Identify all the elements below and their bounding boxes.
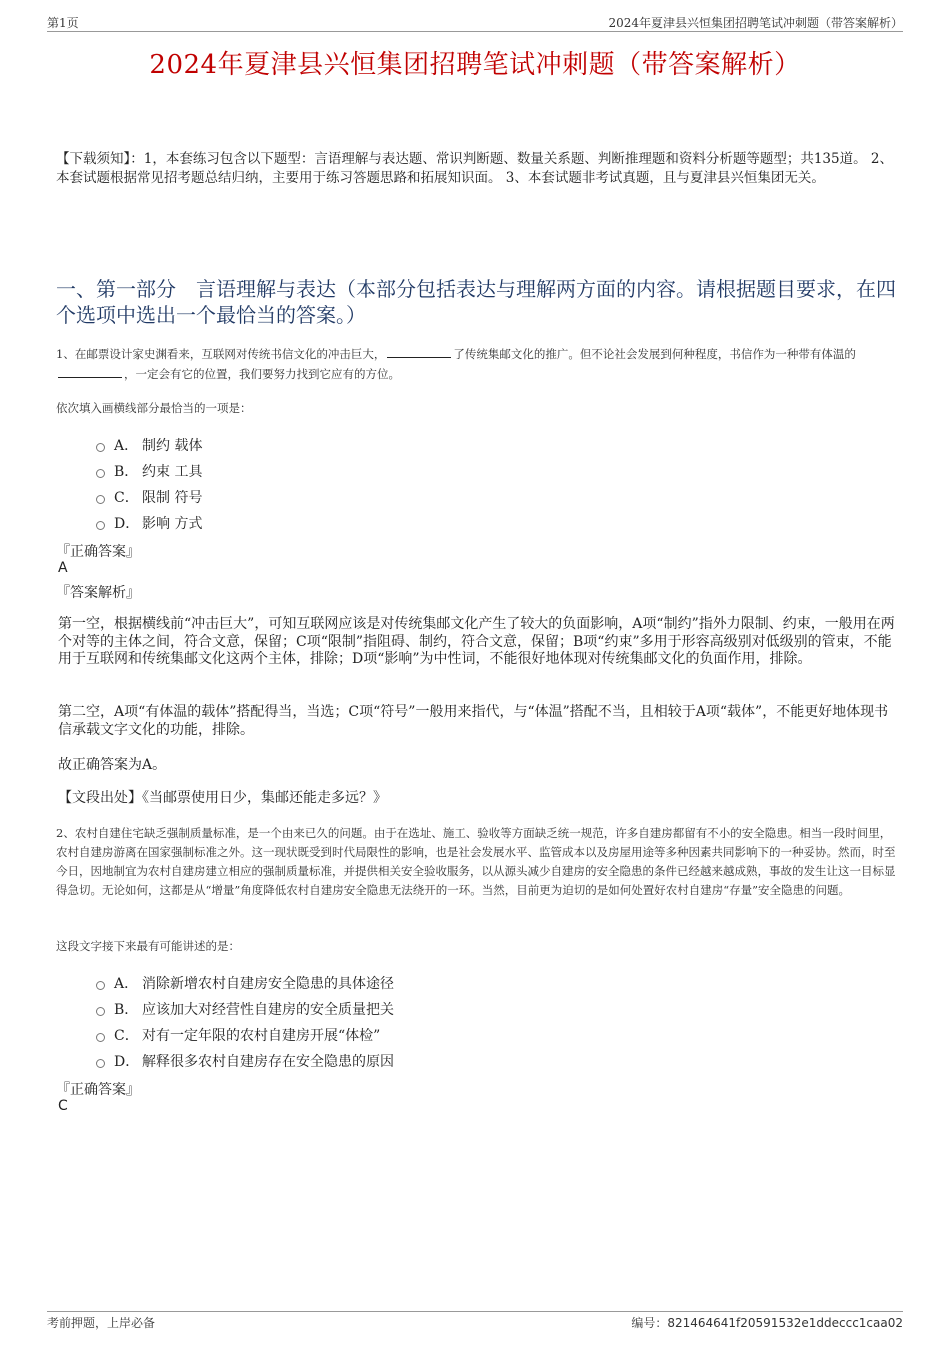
radio-icon[interactable] <box>96 469 105 478</box>
q1-option-c[interactable]: C． 限制 符号 <box>96 484 202 510</box>
question-1-options <box>96 432 202 536</box>
footer-code <box>631 1314 903 1331</box>
q1-answer: A <box>58 560 68 576</box>
q1-answer-label: 『正确答案』 <box>56 544 140 560</box>
q2-answer-label: 『正确答案』 <box>56 1082 140 1098</box>
q1-option-b[interactable]: B． 约束 工具 <box>96 458 202 484</box>
q2-answer: C <box>58 1098 68 1114</box>
q2-option-c[interactable]: C． 对有一定年限的农村自建房开展“体检” <box>96 1022 394 1048</box>
footer-divider <box>47 1311 903 1312</box>
q1-option-d[interactable]: D． 影响 方式 <box>96 510 202 536</box>
q2-option-a[interactable]: A． 消除新增农村自建房安全隐患的具体途径 <box>96 970 394 996</box>
header-divider <box>47 31 903 32</box>
question-1-text <box>56 344 898 384</box>
page-title: 2024年夏津县兴恒集团招聘笔试冲刺题（带答案解析） <box>149 50 801 80</box>
radio-icon[interactable] <box>96 443 105 452</box>
q2-option-b[interactable]: B． 应该加大对经营性自建房的安全质量把关 <box>96 996 394 1022</box>
q1-option-a[interactable]: A． 制约 载体 <box>96 432 202 458</box>
question-2-options <box>96 970 394 1074</box>
header-doc-title: 2024年夏津县兴恒集团招聘笔试冲刺题（带答案解析） <box>608 16 903 30</box>
q1-source: 【文段出处】《当邮票使用日少，集邮还能走多远？》 <box>58 790 387 806</box>
header-page-label: 第1页 <box>47 16 79 30</box>
footer-code-label: 编号： <box>631 1316 668 1330</box>
question-2-prompt: 这段文字接下来最有可能讲述的是： <box>56 939 240 953</box>
q1-text-part3: ，一定会有它的位置，我们要努力找到它应有的方位。 <box>124 367 400 381</box>
radio-icon[interactable] <box>96 1033 105 1042</box>
q1-text-part1: 1、在邮票设计家史渊看来，互联网对传统书信文化的冲击巨大， <box>56 347 386 361</box>
radio-icon[interactable] <box>96 981 105 990</box>
q1-analysis-paragraph-2: 第二空，A项“有体温的载体”搭配得当，当选；C项“符号”一般用来指代，与“体温”搭配不当，且相较于A项“载体”，不能更好地体现书信承载文字文化的功能，排除。 <box>58 704 889 738</box>
q1-analysis-paragraph-3: 故正确答案为A。 <box>58 757 167 773</box>
radio-icon[interactable] <box>96 495 105 504</box>
radio-icon[interactable] <box>96 521 105 530</box>
radio-icon[interactable] <box>96 1059 105 1068</box>
question-1-prompt: 依次填入画横线部分最恰当的一项是： <box>56 401 252 415</box>
question-2-text: 2、农村自建住宅缺乏强制质量标准，是一个由来已久的问题。由于在选址、施工、验收等方面缺乏统一规范，许多自建房都留有不小的安全隐患。相当一段时间里，农村自建房游离在国家强制标准之外。这一现状既受到时代局限性的影响，也是社会发展水平、监管成本以及房屋用途等多种因素共同影响下的一种妥协。然而，时至今日，因地制宜为农村自建房建立相应的强制质量标准，并提供相关安全验收服务，以从源头减少自建房的安全隐患的条件已经越来越成熟，事故的发生让这一目标显得急切。无论如何，这都是从“增量”角度降低农村自建房安全隐患无法绕开的一环。当然，目前更为迫切的是如何处置好农村自建房“存量”安全隐患的问题。 <box>56 826 896 897</box>
q1-analysis-label: 『答案解析』 <box>56 585 140 601</box>
footer-slogan: 考前押题，上岸必备 <box>47 1316 156 1330</box>
q1-analysis-paragraph-1: 第一空，根据横线前“冲击巨大”，可知互联网应该是对传统集邮文化产生了较大的负面影响，A项“制约”指外力限制、约束，一般用在两个对等的主体之间，符合文意，保留；C项“限制”指阻碍、制约，符合文意，保留；B项“约束”多用于形容高级别对低级别的管束，不能用于互联网和传统集邮文化这两个主体，排除；D项“影响”为中性词，不能很好地体现对传统集邮文化的负面作用，排除。 <box>58 616 895 667</box>
section-heading: 一、第一部分 言语理解与表达（本部分包括表达与理解两方面的内容。请根据题目要求，在四个选项中选出一个最恰当的答案。） <box>56 277 896 327</box>
q1-blank-2 <box>58 365 122 378</box>
q2-option-d[interactable]: D． 解释很多农村自建房存在安全隐患的原因 <box>96 1048 394 1074</box>
q1-blank-1 <box>387 345 451 358</box>
download-notice: 【下载须知】：1，本套练习包含以下题型：言语理解与表达题、常识判断题、数量关系题、判断推理题和资料分析题等题型；共135道。 2、本套试题根据常见招考题总结归纳，主要用于练习答题思路和拓展知识面。 3、本套试题非考试真题，且与夏津县兴恒集团无关。 <box>56 151 893 186</box>
footer-code-value: 821464641f20591532e1ddeccc1caa02 <box>667 1316 903 1330</box>
q1-text-part2: 了传统集邮文化的推广。但不论社会发展到何种程度，书信作为一种带有体温的 <box>453 347 856 361</box>
radio-icon[interactable] <box>96 1007 105 1016</box>
